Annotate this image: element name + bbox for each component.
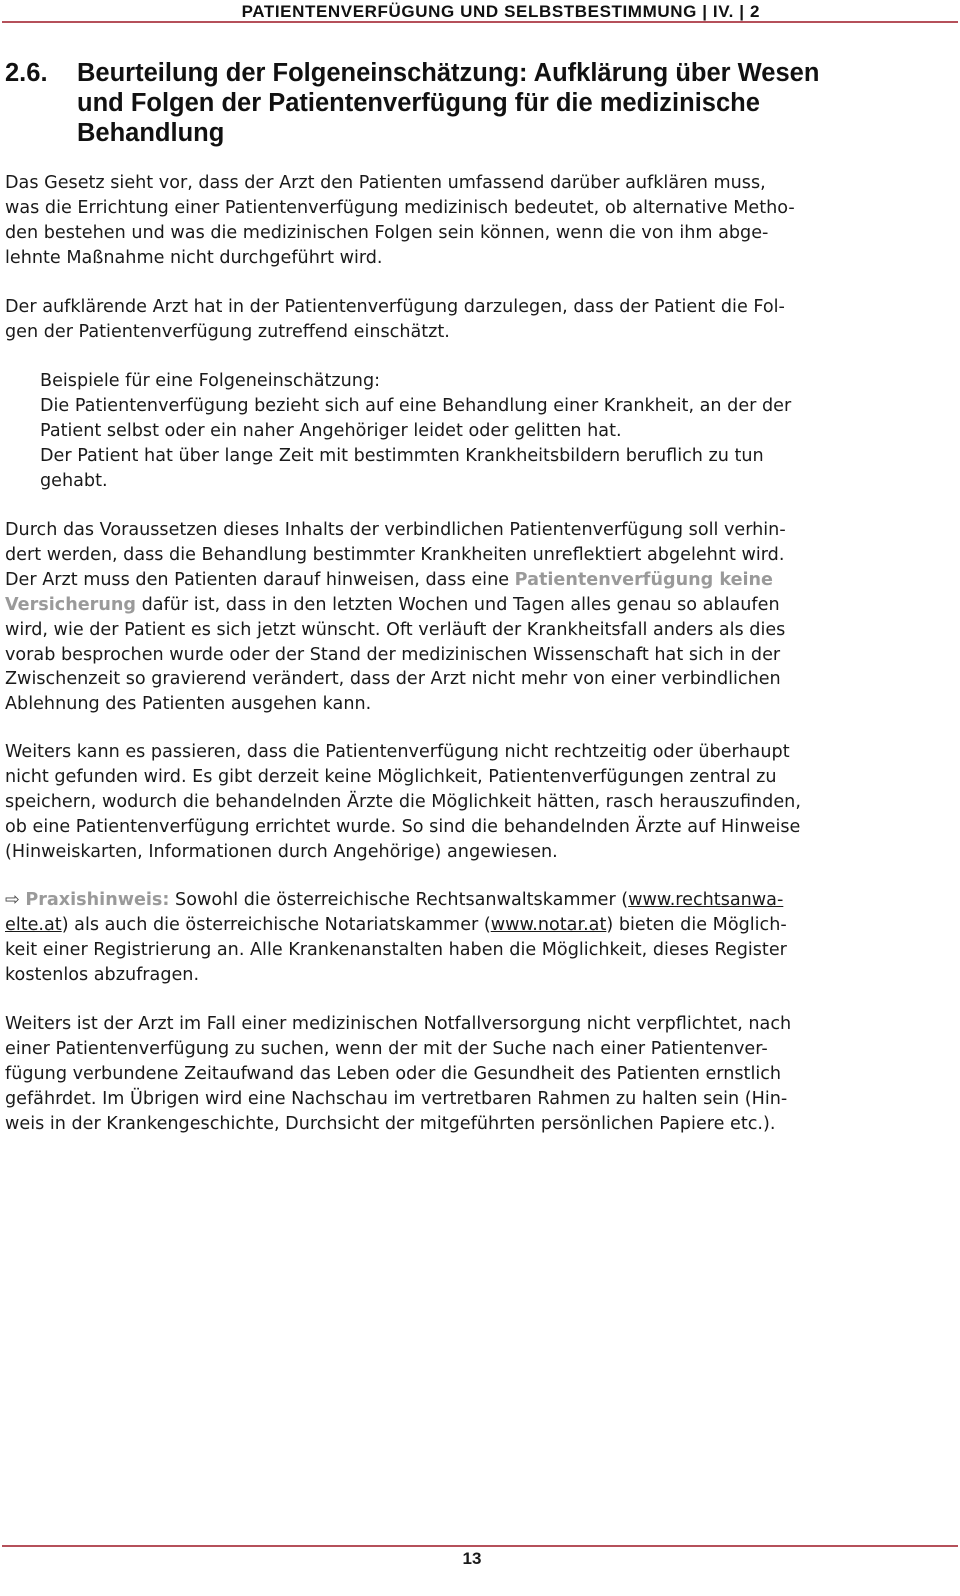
text-line: gehabt. xyxy=(40,470,108,491)
text-line: Patient selbst oder ein naher Angehöriger leidet oder gelitten hat. xyxy=(40,420,622,441)
text-line: weis in der Krankengeschichte, Durchsicht der mitgeführten persönlichen Papiere etc.). xyxy=(5,1113,776,1134)
text-line: gefährdet. Im Übrigen wird eine Nachschau im vertretbaren Rahmen zu halten sein (Hin- xyxy=(5,1088,788,1109)
text-line xyxy=(5,568,786,593)
text-line: Das Gesetz sieht vor, dass der Arzt den Patienten umfassend darüber aufklären muss, xyxy=(5,173,766,193)
text-line xyxy=(5,888,787,913)
text-line: den bestehen und was die medizinischen Folgen sein können, wenn die von ihm abge- xyxy=(5,222,769,243)
text-line: speichern, wodurch die behandelnden Ärzte die Möglichkeit hätten, rasch herauszufinden, xyxy=(5,791,801,812)
paragraph-voraussetzung xyxy=(5,518,786,717)
text-line: (Hinweiskarten, Informationen durch Angehörige) angewiesen. xyxy=(5,841,558,862)
text-segment: dafür ist, dass in den letzten Wochen und Tagen alles genau so ablaufen xyxy=(135,594,780,615)
paragraph-aufklaerung xyxy=(5,171,795,271)
text-line: nicht gefunden wird. Es gibt derzeit keine Möglichkeit, Patientenverfügungen zentral zu xyxy=(5,766,777,787)
text-line: kostenlos abzufragen. xyxy=(5,964,200,985)
paragraph-auffindbarkeit xyxy=(5,740,801,865)
highlighted-text: Praxishinweis: xyxy=(25,890,170,910)
text-line: keit einer Registrierung an. Alle Krankenanstalten haben die Möglichkeit, dieses Register xyxy=(5,939,787,960)
heading-line: Beurteilung der Folgeneinschätzung: Aufklärung über Wesen xyxy=(77,59,820,87)
url-link[interactable]: www.notar.at xyxy=(490,914,607,935)
text-line: Weiters kann es passieren, dass die Patientenverfügung nicht rechtzeitig oder überhaupt xyxy=(5,742,790,762)
text-line: Durch das Voraussetzen dieses Inhalts der verbindlichen Patientenverfügung soll verhin- xyxy=(5,520,786,540)
text-line: fügung verbundene Zeitaufwand das Leben oder die Gesundheit des Patienten ernstlich xyxy=(5,1063,782,1084)
text-line: Die Patientenverfügung bezieht sich auf eine Behandlung einer Krankheit, an der der xyxy=(40,395,792,416)
text-line: einer Patientenverfügung zu suchen, wenn der mit der Suche nach einer Patientenver- xyxy=(5,1038,768,1059)
url-link[interactable]: elte.at xyxy=(5,914,62,935)
text-line xyxy=(5,913,787,938)
paragraph-praxishinweis xyxy=(5,888,787,988)
text-line: Beispiele für eine Folgeneinschätzung: xyxy=(40,371,381,391)
text-line: Zwischenzeit so gravierend verändert, dass der Arzt nicht mehr von einer verbindlichen xyxy=(5,669,781,690)
text-line: Der Patient hat über lange Zeit mit bestimmten Krankheitsbildern beruflich zu tun xyxy=(40,445,764,466)
arrow-icon: ⇨ xyxy=(5,890,26,910)
heading-line: und Folgen der Patientenverfügung für die medizinische xyxy=(77,89,760,117)
text-line: Ablehnung des Patienten ausgehen kann. xyxy=(5,694,372,715)
paragraph-arzt-darlegung xyxy=(5,295,785,345)
paragraph-beispiele xyxy=(40,369,791,494)
section-heading xyxy=(5,58,819,148)
highlighted-text: Patientenverfügung keine xyxy=(514,569,773,590)
text-segment: ) bieten die Möglich- xyxy=(606,914,787,935)
text-line: ob eine Patientenverfügung errichtet wurde. So sind die behandelnden Ärzte auf Hinweise xyxy=(5,816,801,837)
heading-line: Behandlung xyxy=(77,119,225,147)
url-link[interactable]: www.rechtsanwa- xyxy=(628,890,784,910)
text-segment: Der Arzt muss den Patienten darauf hinweisen, dass eine xyxy=(5,569,515,590)
text-line xyxy=(5,593,786,618)
text-line: was die Errichtung einer Patientenverfügung medizinisch bedeutet, ob alternative Metho- xyxy=(5,197,795,218)
text-line: dert werden, dass die Behandlung bestimmter Krankheiten unreflektiert abgelehnt wird. xyxy=(5,544,785,565)
section-number: 2.6. xyxy=(5,59,48,87)
text-line: Der aufklärende Arzt hat in der Patientenverfügung darzulegen, dass der Patient die Fol- xyxy=(5,297,785,317)
text-segment: ) als auch die österreichische Notariatskammer ( xyxy=(61,914,491,935)
text-line: lehnte Maßnahme nicht durchgeführt wird. xyxy=(5,247,383,268)
highlighted-text: Versicherung xyxy=(5,594,136,615)
paragraph-notfall xyxy=(5,1012,791,1137)
text-segment: Sowohl die österreichische Rechtsanwaltskammer ( xyxy=(169,890,629,910)
footer-rule xyxy=(2,1545,958,1547)
text-line: gen der Patientenverfügung zutreffend einschätzt. xyxy=(5,321,450,342)
header-rule xyxy=(2,21,958,23)
text-line: vorab besprochen wurde oder der Stand der medizinischen Wissenschaft hat sich in der xyxy=(5,644,781,665)
text-line: wird, wie der Patient es sich jetzt wünscht. Oft verläuft der Krankheitsfall anders als dies xyxy=(5,619,786,640)
page-number: 13 xyxy=(462,1549,482,1568)
text-line: Weiters ist der Arzt im Fall einer medizinischen Notfallversorgung nicht verpflichtet, nach xyxy=(5,1014,792,1034)
running-header: PATIENTENVERFÜGUNG UND SELBSTBESTIMMUNG | IV. | 2 xyxy=(241,2,760,21)
